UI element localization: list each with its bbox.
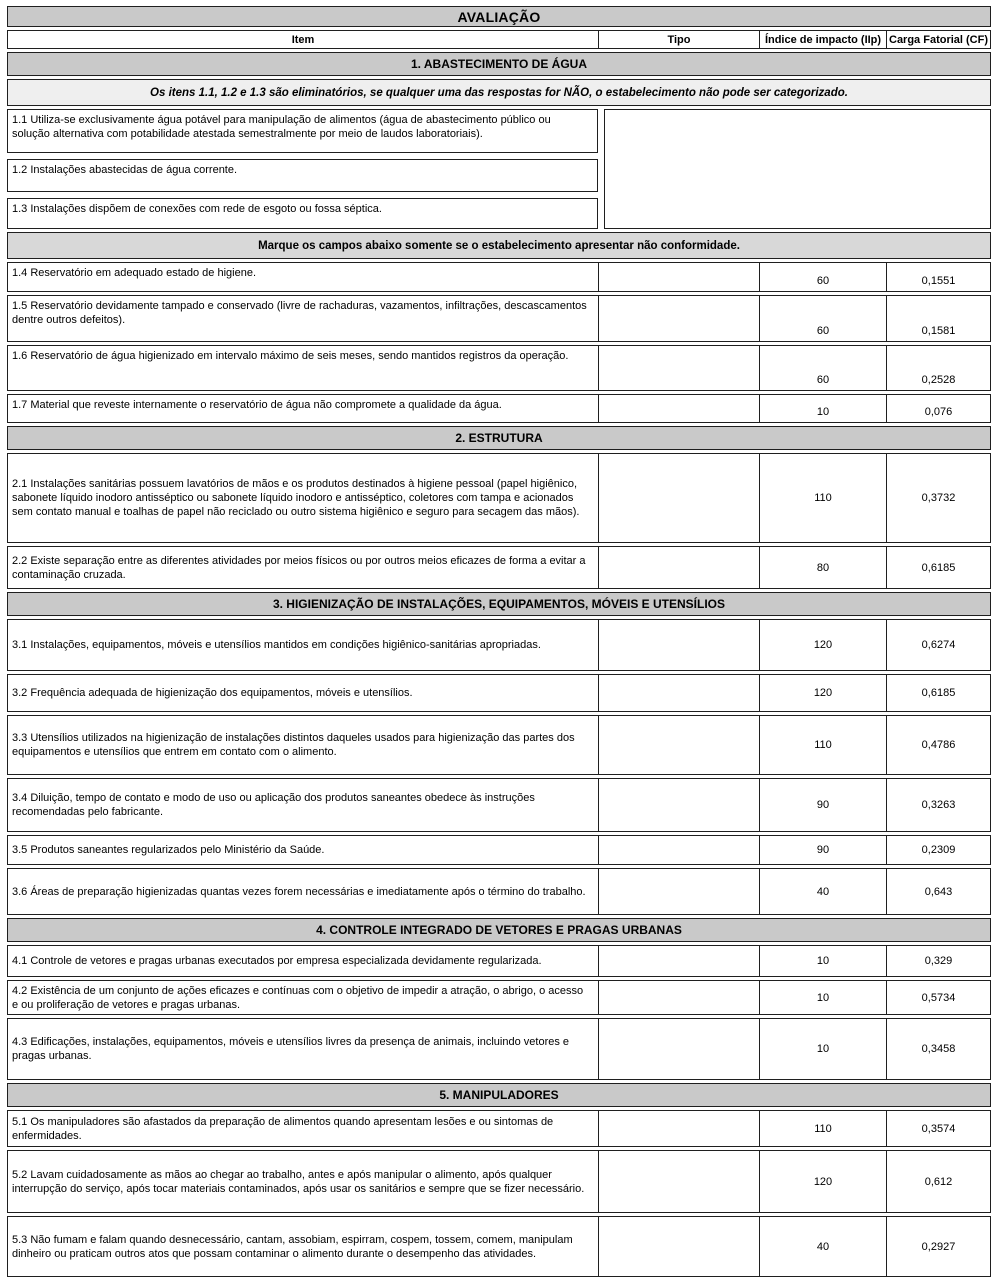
carga-value: 0,329 [924, 955, 953, 967]
column-header-indice: Índice de impacto (IIp) [760, 31, 887, 48]
tipo-cell[interactable] [599, 346, 760, 390]
indice-value: 120 [760, 620, 887, 670]
indice-value: 10 [760, 1019, 887, 1079]
item-text: 1.6 Reservatório de água higienizado em intervalo máximo de seis meses, sendo mantidos registros da operação. [8, 346, 599, 390]
indice-value: 40 [760, 869, 887, 914]
eliminatory-item-1.3: 1.3 Instalações dispõem de conexões com rede de esgoto ou fossa séptica. [7, 198, 598, 229]
section-header-1: 1. ABASTECIMENTO DE ÁGUA [7, 52, 991, 76]
carga-value: 0,2528 [921, 374, 956, 386]
tipo-cell[interactable] [599, 620, 760, 670]
indice-value: 110 [760, 454, 887, 542]
tipo-cell[interactable] [599, 946, 760, 976]
table-row-2.2 [7, 546, 991, 589]
item-text: 5.1 Os manipuladores são afastados da preparação de alimentos quando apresentam lesões e ou sintomas de enfermidades. [8, 1111, 599, 1146]
item-text: 2.2 Existe separação entre as diferentes atividades por meios físicos ou por outros meios eficazes de forma a evitar a contaminação cruzada. [8, 547, 599, 588]
column-header-carga: Carga Fatorial (CF) [889, 33, 989, 46]
indice-value: 80 [760, 547, 887, 588]
tipo-cell[interactable] [599, 779, 760, 831]
table-row-5.1 [7, 1110, 991, 1147]
tipo-cell[interactable] [599, 296, 760, 341]
eliminatory-answer-area[interactable] [604, 109, 991, 229]
eliminatory-items-list [7, 109, 598, 229]
table-row-5.2 [7, 1150, 991, 1213]
carga-value: 0,3732 [921, 492, 956, 504]
item-text: 1.4 Reservatório em adequado estado de higiene. [8, 263, 599, 291]
carga-value: 0,3458 [921, 1043, 956, 1055]
carga-value: 0,6185 [921, 687, 956, 699]
column-header-row [7, 30, 991, 49]
carga-value: 0,6274 [921, 639, 956, 651]
section-header-4: 4. CONTROLE INTEGRADO DE VETORES E PRAGAS URBANAS [7, 918, 991, 942]
tipo-cell[interactable] [599, 395, 760, 422]
tipo-cell[interactable] [599, 869, 760, 914]
carga-value: 0,2927 [921, 1240, 956, 1253]
table-row-3.1 [7, 619, 991, 671]
table-row-3.3 [7, 715, 991, 775]
table-row-1.4 [7, 262, 991, 292]
table-row-4.2 [7, 980, 991, 1015]
item-text: 5.2 Lavam cuidadosamente as mãos ao chegar ao trabalho, antes e após manipular o alimento, após qualquer interrupção do serviço, após tocar materiais contaminados, após usar os sanitários e sempre que se fizer necessário. [8, 1151, 599, 1212]
item-text: 3.5 Produtos saneantes regularizados pelo Ministério da Saúde. [8, 836, 599, 864]
carga-value: 0,4786 [921, 739, 956, 751]
tipo-cell[interactable] [599, 1111, 760, 1146]
item-text: 3.2 Frequência adequada de higienização dos equipamentos, móveis e utensílios. [8, 675, 599, 711]
carga-value: 0,612 [924, 1175, 953, 1188]
indice-value: 60 [760, 346, 887, 390]
item-text: 4.3 Edificações, instalações, equipamentos, móveis e utensílios livres da presença de animais, incluindo vetores e pragas urbanas. [8, 1019, 599, 1079]
table-row-3.4 [7, 778, 991, 832]
carga-value: 0,1581 [921, 325, 956, 337]
item-text: 4.1 Controle de vetores e pragas urbanas executados por empresa especializada devidamente regularizada. [8, 946, 599, 976]
carga-value: 0,2309 [921, 844, 956, 856]
table-row-4.1 [7, 945, 991, 977]
indice-value: 60 [760, 296, 887, 341]
table-row-1.6 [7, 345, 991, 391]
tipo-cell[interactable] [599, 547, 760, 588]
eliminatory-item-1.2: 1.2 Instalações abastecidas de água corrente. [7, 159, 598, 192]
carga-value: 0,3574 [921, 1122, 956, 1135]
carga-value: 0,6185 [921, 561, 956, 574]
table-row-3.6 [7, 868, 991, 915]
table-row-1.7 [7, 394, 991, 423]
item-text: 3.3 Utensílios utilizados na higienização de instalações distintos daqueles usados para higienização das partes dos equipamentos e utensílios que entrem em contato com o alimento. [8, 716, 599, 774]
indice-value: 40 [760, 1217, 887, 1276]
section-header-2: 2. ESTRUTURA [7, 426, 991, 450]
carga-value: 0,5734 [921, 991, 956, 1004]
eliminatory-note: Os itens 1.1, 1.2 e 1.3 são eliminatórios, se qualquer uma das respostas for NÃO, o estabelecimento não pode ser categorizado. [7, 79, 991, 106]
tipo-cell[interactable] [599, 1019, 760, 1079]
eliminatory-item-1.1: 1.1 Utiliza-se exclusivamente água potável para manipulação de alimentos (água de abastecimento público ou solução alternativa com potabilidade atestada semestralmente por meio de laudos laboratoriais). [7, 109, 598, 153]
indice-value: 90 [760, 836, 887, 864]
page-title: AVALIAÇÃO [7, 6, 991, 27]
indice-value: 60 [760, 263, 887, 291]
indice-value: 10 [760, 981, 887, 1014]
column-header-item: Item [8, 31, 599, 48]
item-text: 4.2 Existência de um conjunto de ações eficazes e contínuas com o objetivo de impedir a atração, o abrigo, o acesso e ou proliferação de vetores e pragas urbanas. [8, 981, 599, 1014]
tipo-cell[interactable] [599, 1151, 760, 1212]
section-header-3: 3. HIGIENIZAÇÃO DE INSTALAÇÕES, EQUIPAMENTOS, MÓVEIS E UTENSÍLIOS [7, 592, 991, 616]
indice-value: 110 [760, 1111, 887, 1146]
item-text: 3.4 Diluição, tempo de contato e modo de uso ou aplicação dos produtos saneantes obedece às instruções recomendadas pelo fabricante. [8, 779, 599, 831]
tipo-cell[interactable] [599, 263, 760, 291]
item-text: 5.3 Não fumam e falam quando desnecessário, cantam, assobiam, espirram, cospem, tossem, comem, manipulam dinheiro ou praticam outros atos que possam contaminar o alimento durante o desempenho das atividades. [8, 1217, 599, 1276]
tipo-cell[interactable] [599, 675, 760, 711]
table-row-3.5 [7, 835, 991, 865]
tipo-cell[interactable] [599, 981, 760, 1014]
eliminatory-items-block [7, 109, 991, 229]
sections-container [7, 52, 991, 1277]
indice-value: 10 [760, 395, 887, 422]
section-header-5: 5. MANIPULADORES [7, 1083, 991, 1107]
item-text: 1.5 Reservatório devidamente tampado e conservado (livre de rachaduras, vazamentos, infiltrações, descascamentos dentre outros defeitos). [8, 296, 599, 341]
tipo-cell[interactable] [599, 454, 760, 542]
tipo-cell[interactable] [599, 836, 760, 864]
table-row-3.2 [7, 674, 991, 712]
carga-value: 0,1551 [921, 275, 956, 287]
indice-value: 120 [760, 675, 887, 711]
table-row-2.1 [7, 453, 991, 543]
carga-value: 0,076 [924, 406, 953, 418]
indice-value: 120 [760, 1151, 887, 1212]
nonconformity-note: Marque os campos abaixo somente se o estabelecimento apresentar não conformidade. [7, 232, 991, 259]
item-text: 1.7 Material que reveste internamente o reservatório de água não compromete a qualidade da água. [8, 395, 599, 422]
carga-value: 0,3263 [921, 799, 956, 811]
table-row-1.5 [7, 295, 991, 342]
item-text: 2.1 Instalações sanitárias possuem lavatórios de mãos e os produtos destinados à higiene pessoal (papel higiênico, sabonete líquido inodoro antisséptico ou sabonete líquido inodoro e antisséptico, coletores com tampa e acionados sem contato manual e toalhas de papel não reciclado ou outro sistema higiênico e seguro para secagem das mãos). [8, 454, 599, 542]
indice-value: 10 [760, 946, 887, 976]
item-text: 3.6 Áreas de preparação higienizadas quantas vezes forem necessárias e imediatamente após o término do trabalho. [8, 869, 599, 914]
indice-value: 90 [760, 779, 887, 831]
carga-value: 0,643 [924, 885, 953, 898]
tipo-cell[interactable] [599, 1217, 760, 1276]
item-text: 3.1 Instalações, equipamentos, móveis e utensílios mantidos em condições higiênico-sanitárias apropriadas. [8, 620, 599, 670]
table-row-4.3 [7, 1018, 991, 1080]
column-header-tipo: Tipo [599, 31, 760, 48]
table-row-5.3 [7, 1216, 991, 1277]
tipo-cell[interactable] [599, 716, 760, 774]
indice-value: 110 [760, 716, 887, 774]
